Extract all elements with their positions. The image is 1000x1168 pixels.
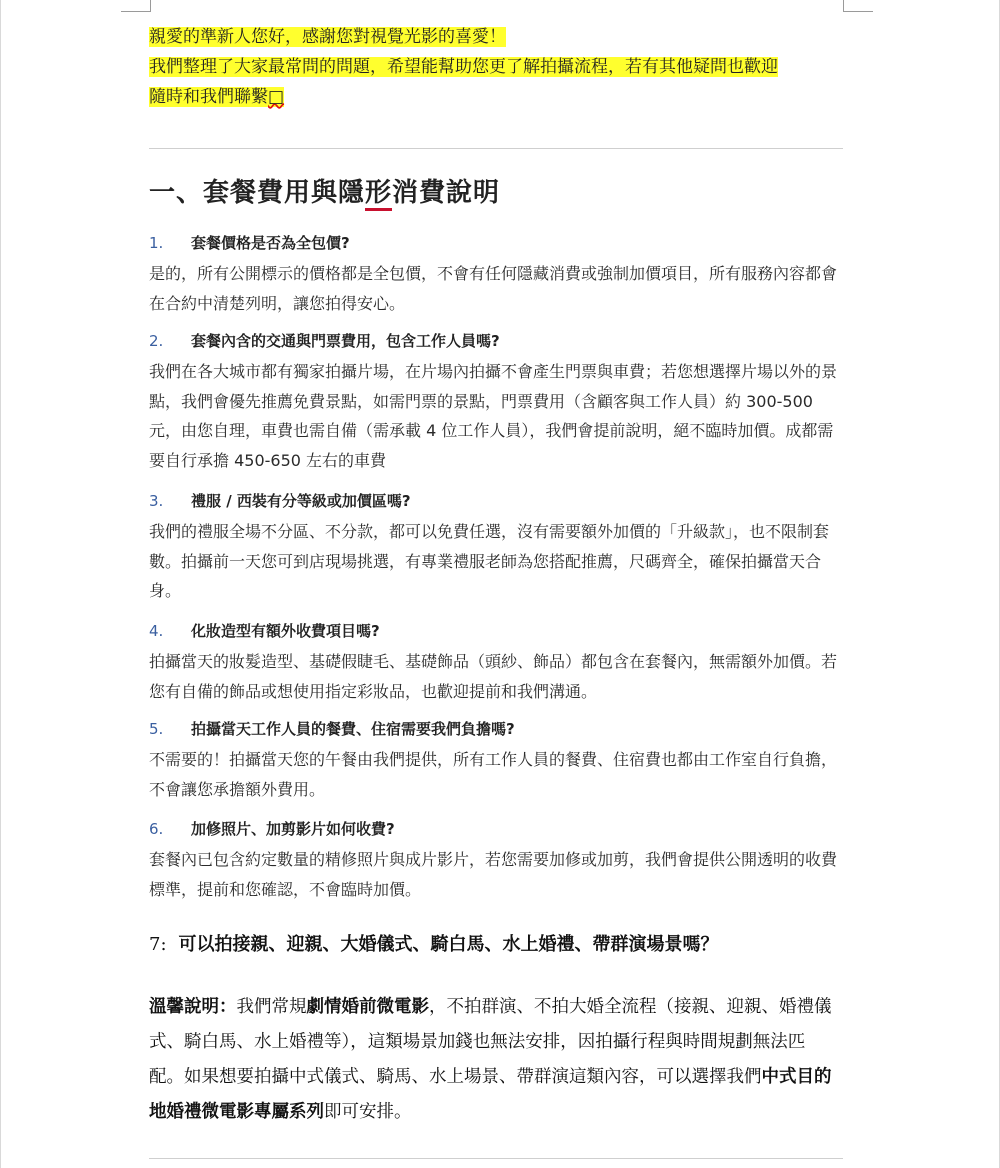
faq-question: 6. 加修照片、加剪影片如何收費?: [149, 820, 395, 838]
faq-question-7[interactable]: 7: 可以拍接親、迎親、大婚儀式、騎白馬、水上婚禮、帶群演場景嗎？: [149, 934, 719, 955]
intro-line-1[interactable]: 親愛的準新人您好，感謝您對視覺光影的喜愛！: [149, 27, 506, 47]
faq-item[interactable]: [149, 330, 839, 475]
divider: [149, 1158, 843, 1159]
faq-question: 4. 化妝造型有額外收費項目嗎?: [149, 622, 380, 640]
intro-block[interactable]: [149, 22, 839, 112]
faq-item[interactable]: [149, 718, 839, 804]
section-title[interactable]: 一、套餐費用與隱形消費說明: [149, 172, 500, 209]
spellcheck-flag: □: [268, 87, 285, 107]
faq-answer: 我們在各大城市都有獨家拍攝片場，在片場內拍攝不會產生門票與車費；若您想選擇片場以外的景點，我們會優先推薦免費景點，如需門票的景點，門票費用（含顧客與工作人員）約 300-500 元，由您自理，車費也需自備（需承載 4 位工作人員），我們會提前說明，絕不臨時加價。成都需要自行承擔 450-650 左右的車費: [149, 362, 838, 470]
faq-item[interactable]: [149, 490, 839, 606]
faq-question: 1. 套餐價格是否為全包價?: [149, 234, 350, 252]
faq-answer: 拍攝當天的妝髮造型、基礎假睫毛、基礎飾品（頭紗、飾品）都包含在套餐內，無需額外加價。若您有自備的飾品或想使用指定彩妝品，也歡迎提前和我們溝通。: [149, 652, 838, 701]
note-paragraph[interactable]: 溫馨說明：我們常規劇情婚前微電影，不拍群演、不拍大婚全流程（接親、迎親、婚禮儀式、騎白馬、水上婚禮等），這類場景加錢也無法安排，因拍攝行程與時間規劃無法匹配。如果想要拍攝中式儀式、騎馬、水上場景、帶群演這類內容，可以選擇我們中式目的地婚禮微電影專屬系列即可安排。: [149, 997, 832, 1122]
intro-line-2[interactable]: 我們整理了大家最常問的問題，希望能幫助您更了解拍攝流程，若有其他疑問也歡迎: [149, 57, 778, 77]
margin-corner-mark: [843, 0, 873, 12]
divider: [149, 148, 843, 149]
faq-answer: 套餐內已包含約定數量的精修照片與成片影片，若您需要加修或加剪，我們會提供公開透明的收費標準，提前和您確認，不會臨時加價。: [149, 850, 838, 899]
faq-item[interactable]: [149, 620, 839, 706]
faq-answer: 我們的禮服全場不分區、不分款，都可以免費任選，沒有需要額外加價的「升級款」，也不限制套數。拍攝前一天您可到店現場挑選，有專業禮服老師為您搭配推薦，尺碼齊全，確保拍攝當天合身。: [149, 522, 830, 600]
faq-question: 5. 拍攝當天工作人員的餐費、住宿需要我們負擔嗎?: [149, 720, 515, 738]
faq-answer: 是的，所有公開標示的價格都是全包價，不會有任何隱藏消費或強制加價項目，所有服務內容都會在合約中清楚列明，讓您拍得安心。: [149, 264, 838, 313]
faq-item[interactable]: [149, 818, 839, 904]
faq-item[interactable]: [149, 232, 839, 318]
faq-question: 2. 套餐內含的交通與門票費用，包含工作人員嗎?: [149, 332, 500, 350]
intro-line-3[interactable]: 隨時和我們聯繫□: [149, 87, 285, 107]
faq-answer: 不需要的！拍攝當天您的午餐由我們提供，所有工作人員的餐費、住宿費也都由工作室自行負擔，不會讓您承擔額外費用。: [149, 750, 838, 799]
margin-corner-mark: [121, 0, 151, 12]
faq-question: 3. 禮服 / 西裝有分等級或加價區嗎?: [149, 492, 411, 510]
proofing-underline: 形: [365, 178, 392, 211]
